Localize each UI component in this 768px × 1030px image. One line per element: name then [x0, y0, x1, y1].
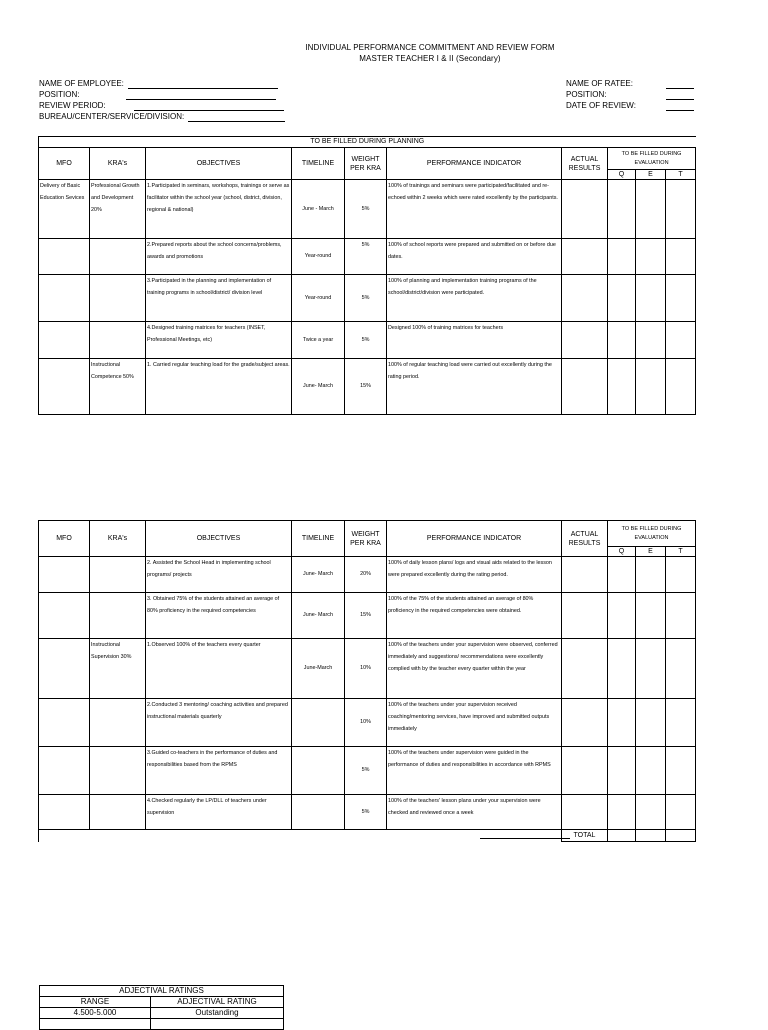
objective-cell: 3.Guided co-teachers in the performance of duties and responsibilities based from the RPMS — [146, 747, 292, 795]
ratee-position-label: POSITION: — [566, 90, 607, 99]
bureau-label: BUREAU/CENTER/SERVICE/DIVISION: — [39, 112, 185, 121]
weight-header: WEIGHT PER KRA — [345, 148, 387, 180]
mfo-cell: Delivery of Basic Education Sevices — [39, 180, 90, 239]
table-row — [39, 639, 696, 699]
timeline-cell: Year-round — [292, 239, 345, 275]
indicator-header: PERFORMANCE INDICATOR — [387, 148, 562, 180]
t-cell[interactable] — [666, 322, 696, 359]
q-cell[interactable] — [608, 747, 636, 795]
q-cell[interactable] — [608, 795, 636, 830]
actual-results-cell[interactable] — [562, 795, 608, 830]
q-cell[interactable] — [608, 593, 636, 639]
bureau-field[interactable] — [188, 113, 285, 122]
objective-cell: 2. Assisted the School Head in implementing school programs/ projects — [146, 557, 292, 593]
objectives-header: OBJECTIVES — [146, 521, 292, 557]
table-row — [39, 593, 696, 639]
kra-cell — [90, 795, 146, 830]
total-underline — [480, 838, 570, 839]
kras-header: KRA's — [90, 148, 146, 180]
weight-cell: 5% — [345, 795, 387, 830]
mfo-cell — [39, 593, 90, 639]
kra-cell — [90, 322, 146, 359]
kra-cell — [90, 699, 146, 747]
adjectival-rating-header: ADJECTIVAL RATING — [151, 997, 284, 1008]
weight-cell: 5% — [345, 747, 387, 795]
kra-cell — [90, 275, 146, 322]
q-cell[interactable] — [608, 639, 636, 699]
mfo-cell — [39, 795, 90, 830]
employee-name-field[interactable] — [128, 80, 278, 89]
e-cell[interactable] — [636, 275, 666, 322]
indicator-cell: 100% of the teachers under your supervision were observed, conferred immediately and suggestions/ recommendations were excellently complied with by the teacher every quarter within the year — [387, 639, 562, 699]
indicator-cell: 100% of the teachers' lesson plans under your supervision were checked and reviewed once a week — [387, 795, 562, 830]
actual-results-cell[interactable] — [562, 699, 608, 747]
table-row — [39, 699, 696, 747]
mfo-header: MFO — [39, 521, 90, 557]
e-cell[interactable] — [636, 180, 666, 239]
t-cell[interactable] — [666, 180, 696, 239]
mfo-cell — [39, 275, 90, 322]
objectives-header: OBJECTIVES — [146, 148, 292, 180]
table-row — [39, 557, 696, 593]
mfo-cell — [39, 359, 90, 415]
rating-cell — [151, 1019, 284, 1030]
timeline-cell: June- March — [292, 593, 345, 639]
date-of-review-field[interactable] — [666, 102, 694, 111]
objective-cell: 1. Carried regular teaching load for the grade/subject areas. — [146, 359, 292, 415]
timeline-header: TIMELINE — [292, 148, 345, 180]
q-cell[interactable] — [608, 180, 636, 239]
actual-results-cell[interactable] — [562, 180, 608, 239]
q-header: Q — [608, 547, 636, 557]
q-cell[interactable] — [608, 239, 636, 275]
kras-header: KRA's — [90, 521, 146, 557]
timeline-cell — [292, 795, 345, 830]
table-row — [39, 322, 696, 359]
t-header: T — [666, 170, 696, 180]
indicator-cell: 100% of regular teaching load were carried out excellently during the rating period. — [387, 359, 562, 415]
e-cell[interactable] — [636, 699, 666, 747]
weight-cell: 5% — [345, 322, 387, 359]
mfo-cell — [39, 322, 90, 359]
adjectival-ratings-table — [39, 985, 284, 1030]
total-row — [39, 830, 696, 842]
table-row — [39, 239, 696, 275]
q-cell[interactable] — [608, 557, 636, 593]
mfo-cell — [39, 747, 90, 795]
timeline-cell: June-March — [292, 639, 345, 699]
timeline-cell: June- March — [292, 557, 345, 593]
actual-results-header: ACTUAL RESULTS — [562, 521, 608, 557]
indicator-cell: 100% of the teachers under your supervision received coaching/mentoring services, have improved and submitted outputs immediately — [387, 699, 562, 747]
review-period-field[interactable] — [134, 102, 284, 111]
performance-table-2 — [38, 520, 696, 842]
indicator-cell: Designed 100% of training matrices for teachers — [387, 322, 562, 359]
evaluation-header: TO BE FILLED DURING EVALUATION — [608, 521, 696, 547]
e-cell[interactable] — [636, 359, 666, 415]
t-cell[interactable] — [666, 747, 696, 795]
total-spacer — [39, 830, 562, 842]
range-header: RANGE — [40, 997, 151, 1008]
objective-cell: 4.Designed training matrices for teachers (INSET, Professional Meetings, etc) — [146, 322, 292, 359]
form-title: INDIVIDUAL PERFORMANCE COMMITMENT AND REVIEW FORM — [305, 43, 555, 52]
table-row — [39, 795, 696, 830]
e-cell[interactable] — [636, 639, 666, 699]
evaluation-header: TO BE FILLED DURING EVALUATION — [608, 148, 696, 170]
planning-header: TO BE FILLED DURING PLANNING — [39, 137, 696, 148]
ratee-info — [566, 78, 694, 111]
actual-results-cell[interactable] — [562, 239, 608, 275]
range-cell: 4.500-5.000 — [40, 1008, 151, 1019]
q-cell[interactable] — [608, 359, 636, 415]
total-t-cell[interactable] — [666, 830, 696, 842]
t-cell[interactable] — [666, 593, 696, 639]
e-cell[interactable] — [636, 593, 666, 639]
table-row — [40, 1008, 284, 1019]
actual-results-cell[interactable] — [562, 557, 608, 593]
mfo-cell — [39, 557, 90, 593]
weight-cell: 5% — [345, 180, 387, 239]
timeline-cell: June- March — [292, 359, 345, 415]
timeline-cell: June - March — [292, 180, 345, 239]
range-cell — [40, 1019, 151, 1030]
timeline-cell: Year-round — [292, 275, 345, 322]
objective-cell: 1.Observed 100% of the teachers every quarter — [146, 639, 292, 699]
table-row — [39, 747, 696, 795]
indicator-cell: 100% of school reports were prepared and submitted on or before due dates. — [387, 239, 562, 275]
weight-cell: 20% — [345, 557, 387, 593]
objective-cell: 4.Checked regularly the LP/DLL of teachers under supervision — [146, 795, 292, 830]
q-cell[interactable] — [608, 275, 636, 322]
mfo-cell — [39, 239, 90, 275]
actual-results-cell[interactable] — [562, 359, 608, 415]
e-cell[interactable] — [636, 557, 666, 593]
weight-cell: 5% — [345, 239, 387, 275]
e-cell[interactable] — [636, 239, 666, 275]
weight-header: WEIGHT PER KRA — [345, 521, 387, 557]
t-cell[interactable] — [666, 795, 696, 830]
mfo-cell — [39, 699, 90, 747]
indicator-header: PERFORMANCE INDICATOR — [387, 521, 562, 557]
objective-cell: 1.Participated in seminars, workshops, trainings or serve as facilitator within the school year (school, district, division, regional & national) — [146, 180, 292, 239]
total-label: TOTAL — [562, 830, 608, 842]
weight-cell: 5% — [345, 275, 387, 322]
objective-cell: 2.Conducted 3 mentoring/ coaching activities and prepared instructional materials quarterly — [146, 699, 292, 747]
kra-cell — [90, 593, 146, 639]
t-cell[interactable] — [666, 699, 696, 747]
objective-cell: 3. Obtained 75% of the students attained an average of 80% proficiency in the required competencies — [146, 593, 292, 639]
employee-info — [39, 78, 285, 122]
position-field[interactable] — [126, 91, 276, 100]
total-q-cell[interactable] — [608, 830, 636, 842]
table-row — [40, 1019, 284, 1030]
t-cell[interactable] — [666, 557, 696, 593]
timeline-cell — [292, 747, 345, 795]
actual-results-cell[interactable] — [562, 275, 608, 322]
objective-cell: 2.Prepared reports about the school concerns/problems, awards and promotions — [146, 239, 292, 275]
weight-cell: 10% — [345, 699, 387, 747]
actual-results-cell[interactable] — [562, 322, 608, 359]
timeline-cell: Twice a year — [292, 322, 345, 359]
kra-cell — [90, 557, 146, 593]
kra-cell: Instructional Competence 50% — [90, 359, 146, 415]
indicator-cell: 100% of the 75% of the students attained an average of 80% proficiency in the required competencies were obtained. — [387, 593, 562, 639]
timeline-header: TIMELINE — [292, 521, 345, 557]
t-cell[interactable] — [666, 359, 696, 415]
t-header: T — [666, 547, 696, 557]
indicator-cell: 100% of trainings and seminars were participated/facilitated and re-echoed within 2 weeks which were rated excellently by the participants. — [387, 180, 562, 239]
indicator-cell: 100% of planning and implementation training programs of the school/district/division were participated. — [387, 275, 562, 322]
kra-cell: Professional Growth and Development 20% — [90, 180, 146, 239]
weight-cell: 10% — [345, 639, 387, 699]
objective-cell: 3.Participated in the planning and implementation of training programs in school/district/ division level — [146, 275, 292, 322]
kra-cell — [90, 747, 146, 795]
form-subtitle: MASTER TEACHER I & II (Secondary) — [359, 54, 501, 63]
q-cell[interactable] — [608, 322, 636, 359]
table-row — [39, 275, 696, 322]
actual-results-cell[interactable] — [562, 639, 608, 699]
performance-table-1 — [38, 136, 696, 415]
employee-name-label: NAME OF EMPLOYEE: — [39, 79, 124, 88]
mfo-cell — [39, 639, 90, 699]
q-cell[interactable] — [608, 699, 636, 747]
review-period-label: REVIEW PERIOD: — [39, 101, 106, 110]
date-of-review-label: DATE OF REVIEW: — [566, 101, 636, 110]
actual-results-cell[interactable] — [562, 747, 608, 795]
e-cell[interactable] — [636, 747, 666, 795]
kra-cell — [90, 239, 146, 275]
e-cell[interactable] — [636, 795, 666, 830]
total-e-cell[interactable] — [636, 830, 666, 842]
mfo-header: MFO — [39, 148, 90, 180]
kra-cell: Instructional Supervision 30% — [90, 639, 146, 699]
position-label: POSITION: — [39, 90, 80, 99]
weight-cell: 15% — [345, 593, 387, 639]
table-row — [39, 359, 696, 415]
adjectival-title: ADJECTIVAL RATINGS — [40, 986, 284, 997]
indicator-cell: 100% of daily lesson plans/ logs and visual aids related to the lesson were prepared excellently during the rating period. — [387, 557, 562, 593]
t-cell[interactable] — [666, 239, 696, 275]
t-cell[interactable] — [666, 639, 696, 699]
e-cell[interactable] — [636, 322, 666, 359]
ratee-position-field[interactable] — [666, 91, 694, 100]
ratee-name-field[interactable] — [666, 80, 694, 89]
ratee-name-label: NAME OF RATEE: — [566, 79, 633, 88]
weight-cell: 15% — [345, 359, 387, 415]
e-header: E — [636, 547, 666, 557]
q-header: Q — [608, 170, 636, 180]
e-header: E — [636, 170, 666, 180]
rating-cell: Outstanding — [151, 1008, 284, 1019]
table-row — [39, 180, 696, 239]
timeline-cell — [292, 699, 345, 747]
actual-results-header: ACTUAL RESULTS — [562, 148, 608, 180]
t-cell[interactable] — [666, 275, 696, 322]
indicator-cell: 100% of the teachers under supervision were guided in the performance of duties and responsibilities in accordance with RPMS — [387, 747, 562, 795]
actual-results-cell[interactable] — [562, 593, 608, 639]
